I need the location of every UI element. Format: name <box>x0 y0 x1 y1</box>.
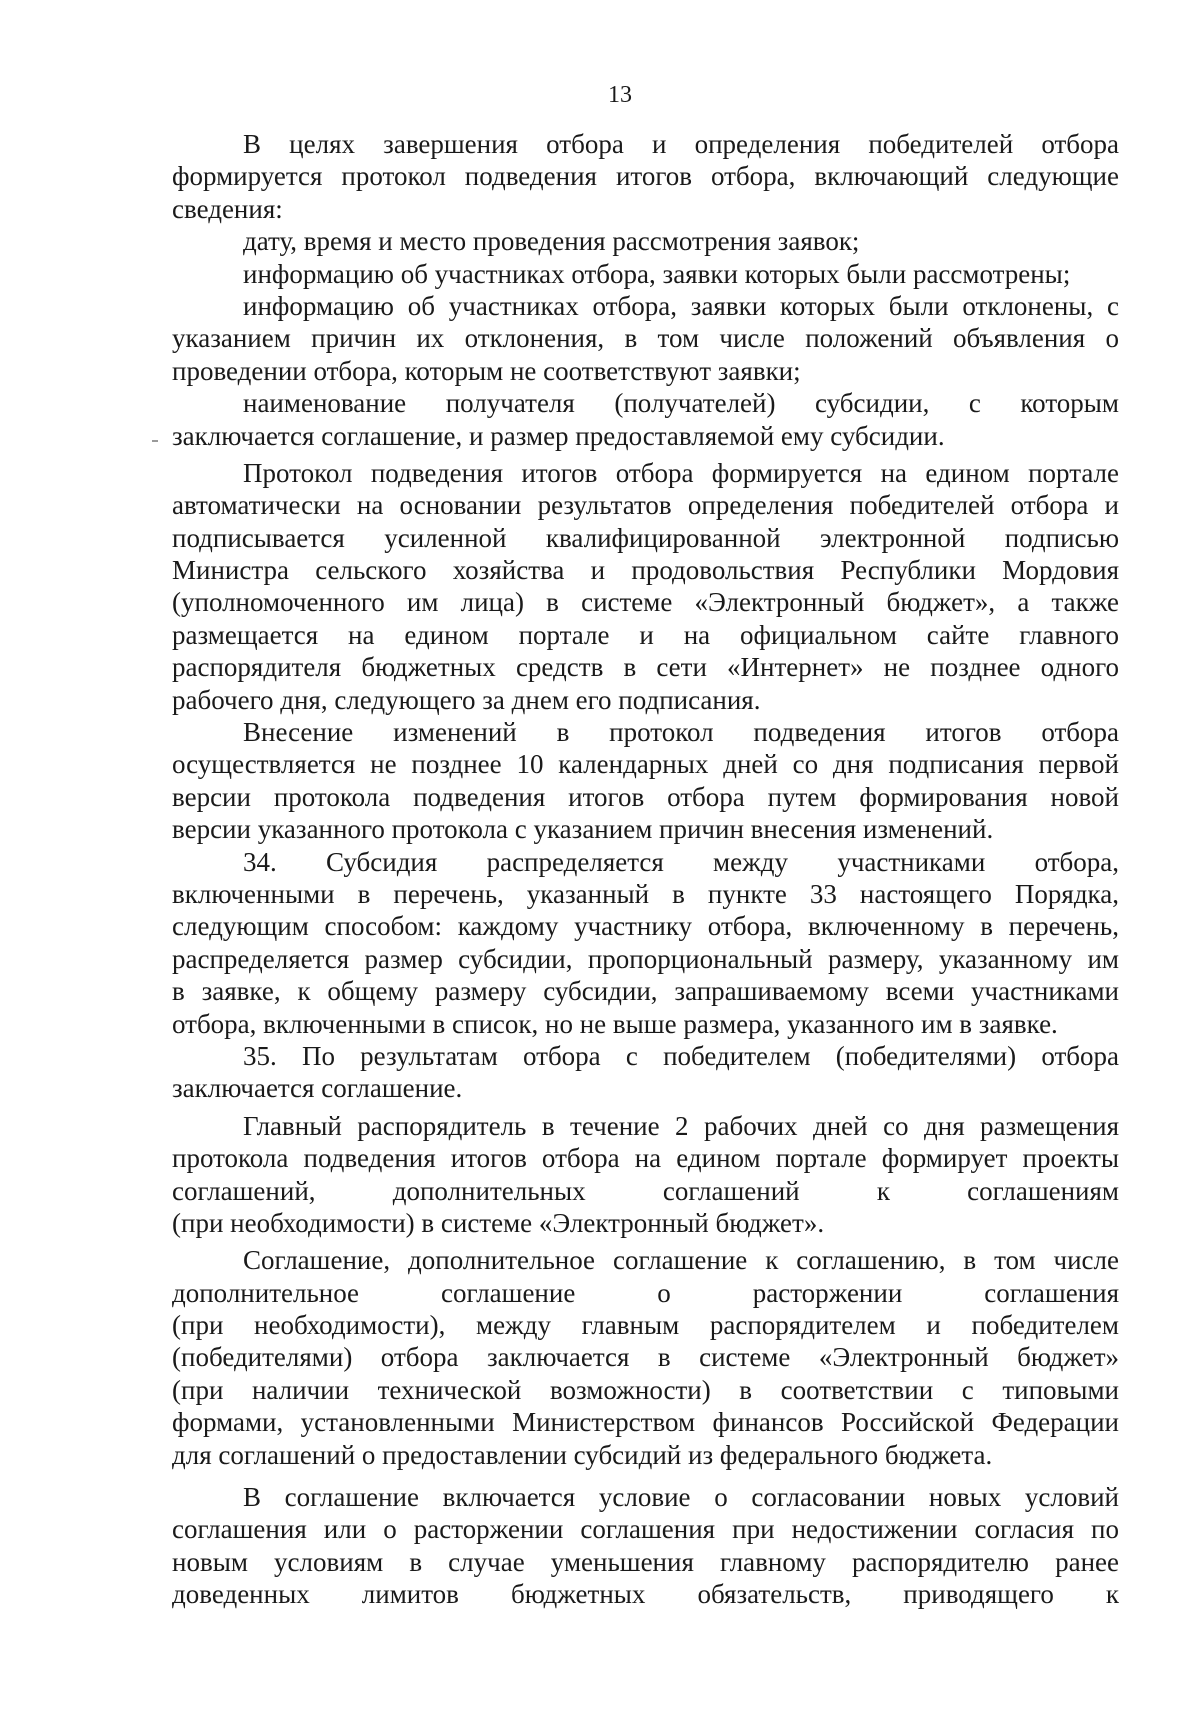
text-line: указанием причин их отклонения, в том числе положений объявления о <box>172 323 1119 354</box>
text-line: версии указанного протокола с указанием причин внесения изменений. <box>172 814 994 845</box>
scan-artifact <box>152 440 158 442</box>
text-line: доведенных лимитов бюджетных обязательств, приводящего к <box>172 1579 1119 1610</box>
page-number: 13 <box>608 82 632 108</box>
text-line: дату, время и место проведения рассмотрения заявок; <box>243 226 860 257</box>
text-line: (при наличии технической возможности) в соответствии с типовыми <box>172 1374 1119 1405</box>
text-line: наименование получателя (получателей) субсидии, с которым <box>243 388 1119 419</box>
text-line: новым условиям в случае уменьшения главному распорядителю ранее <box>172 1546 1119 1577</box>
text-line: Министра сельского хозяйства и продовольствия Республики Мордовия <box>172 555 1119 586</box>
text-line: сведения: <box>172 193 283 224</box>
text-line: Внесение изменений в протокол подведения итогов отбора <box>243 717 1119 748</box>
text-line: соглашений, дополнительных соглашений к соглашениям <box>172 1175 1119 1206</box>
text-line: Соглашение, дополнительное соглашение к соглашению, в том числе <box>243 1245 1119 1276</box>
text-line: 34. Субсидия распределяется между участниками отбора, <box>243 846 1119 877</box>
text-line: заключается соглашение. <box>172 1073 463 1104</box>
text-line: (при необходимости) в системе «Электронный бюджет». <box>172 1207 825 1238</box>
text-line: (при необходимости), между главным распорядителем и победителем <box>172 1310 1119 1341</box>
text-line: версии протокола подведения итогов отбора путем формирования новой <box>172 781 1119 812</box>
text-line: осуществляется не позднее 10 календарных дней со дня подписания первой <box>172 749 1119 780</box>
text-line: протокола подведения итогов отбора на едином портале формирует проекты <box>172 1143 1119 1174</box>
document-body <box>172 128 1119 1611</box>
text-line: дополнительное соглашение о расторжении соглашения <box>172 1277 1119 1308</box>
text-line: подписывается усиленной квалифицированной электронной подписью <box>172 522 1119 553</box>
text-line: включенными в перечень, указанный в пункте 33 настоящего Порядка, <box>172 878 1119 909</box>
text-line: автоматически на основании результатов определения победителей отбора и <box>172 490 1119 521</box>
text-line: (победителями) отбора заключается в системе «Электронный бюджет» <box>172 1342 1119 1373</box>
text-line: отбора, включенными в список, но не выше размера, указанного им в заявке. <box>172 1008 1058 1039</box>
text-line: В соглашение включается условие о согласовании новых условий <box>243 1482 1119 1513</box>
text-line: формируется протокол подведения итогов отбора, включающий следующие <box>172 161 1119 192</box>
text-line: следующим способом: каждому участнику отбора, включенному в перечень, <box>172 911 1119 942</box>
text-line: рабочего дня, следующего за днем его подписания. <box>172 684 761 715</box>
text-line: Протокол подведения итогов отбора формируется на едином портале <box>243 457 1119 488</box>
text-line: распорядителя бюджетных средств в сети «Интернет» не позднее одного <box>172 652 1119 683</box>
text-line: информацию об участниках отбора, заявки которых были рассмотрены; <box>243 258 1071 289</box>
text-line: заключается соглашение, и размер предоставляемой ему субсидии. <box>172 420 945 451</box>
text-line: В целях завершения отбора и определения победителей отбора <box>243 129 1119 159</box>
text-line: информацию об участниках отбора, заявки которых были отклонены, с <box>243 290 1119 321</box>
text-line: в заявке, к общему размеру субсидии, запрашиваемому всеми участниками <box>172 976 1119 1007</box>
text-line: размещается на едином портале и на официальном сайте главного <box>172 619 1119 650</box>
text-line: распределяется размер субсидии, пропорциональный размеру, указанному им <box>172 943 1119 974</box>
text-line: Главный распорядитель в течение 2 рабочих дней со дня размещения <box>243 1110 1119 1141</box>
text-line: 35. По результатам отбора с победителем (победителями) отбора <box>243 1040 1119 1071</box>
text-line: соглашения или о расторжении соглашения при недостижении согласия по <box>172 1514 1119 1545</box>
text-line: для соглашений о предоставлении субсидий из федерального бюджета. <box>172 1439 993 1470</box>
text-line: (уполномоченного им лица) в системе «Электронный бюджет», а также <box>172 587 1119 618</box>
text-line: формами, установленными Министерством финансов Российской Федерации <box>172 1407 1119 1438</box>
text-line: проведении отбора, которым не соответствуют заявки; <box>172 355 801 386</box>
